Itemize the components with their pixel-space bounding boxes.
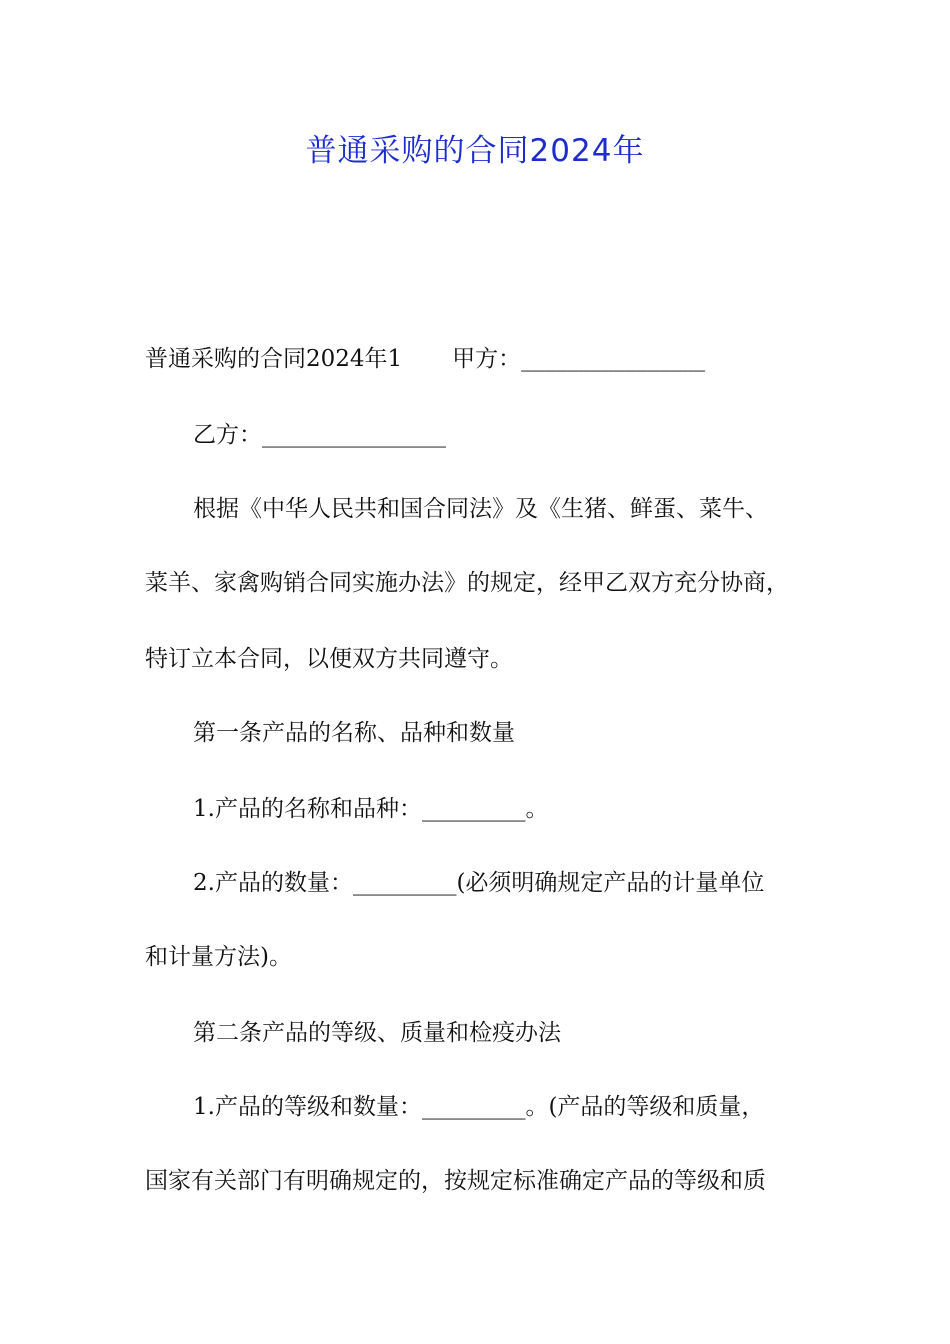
clause-line: 1.产品的等级和数量：_________。(产品的等级和质量， <box>193 1094 765 1120</box>
article-heading: 第一条产品的名称、品种和数量 <box>193 720 515 746</box>
paragraph-line: 特订立本合同，以便双方共同遵守。 <box>145 646 513 672</box>
paragraph-line: 菜羊、家禽购销合同实施办法》的规定，经甲乙双方充分协商， <box>145 570 789 596</box>
clause-line: 和计量方法)。 <box>145 944 292 970</box>
clause-line: 2.产品的数量：_________(必须明确规定产品的计量单位 <box>193 870 765 896</box>
clause-line: 1.产品的名称和品种：_________。 <box>193 796 549 822</box>
paragraph-line: 根据《中华人民共和国合同法》及《生猪、鲜蛋、菜牛、 <box>193 496 768 522</box>
document-title: 普通采购的合同2024年 <box>305 133 645 169</box>
party-a-field: 甲方：________________ <box>452 346 706 372</box>
party-b-field: 乙方：________________ <box>193 422 446 448</box>
clause-line: 国家有关部门有明确规定的，按规定标准确定产品的等级和质 <box>145 1168 766 1194</box>
article-heading: 第二条产品的等级、质量和检疫办法 <box>193 1020 561 1046</box>
contract-subtitle: 普通采购的合同2024年1 <box>145 346 403 372</box>
contract-heading-line <box>145 342 705 376</box>
